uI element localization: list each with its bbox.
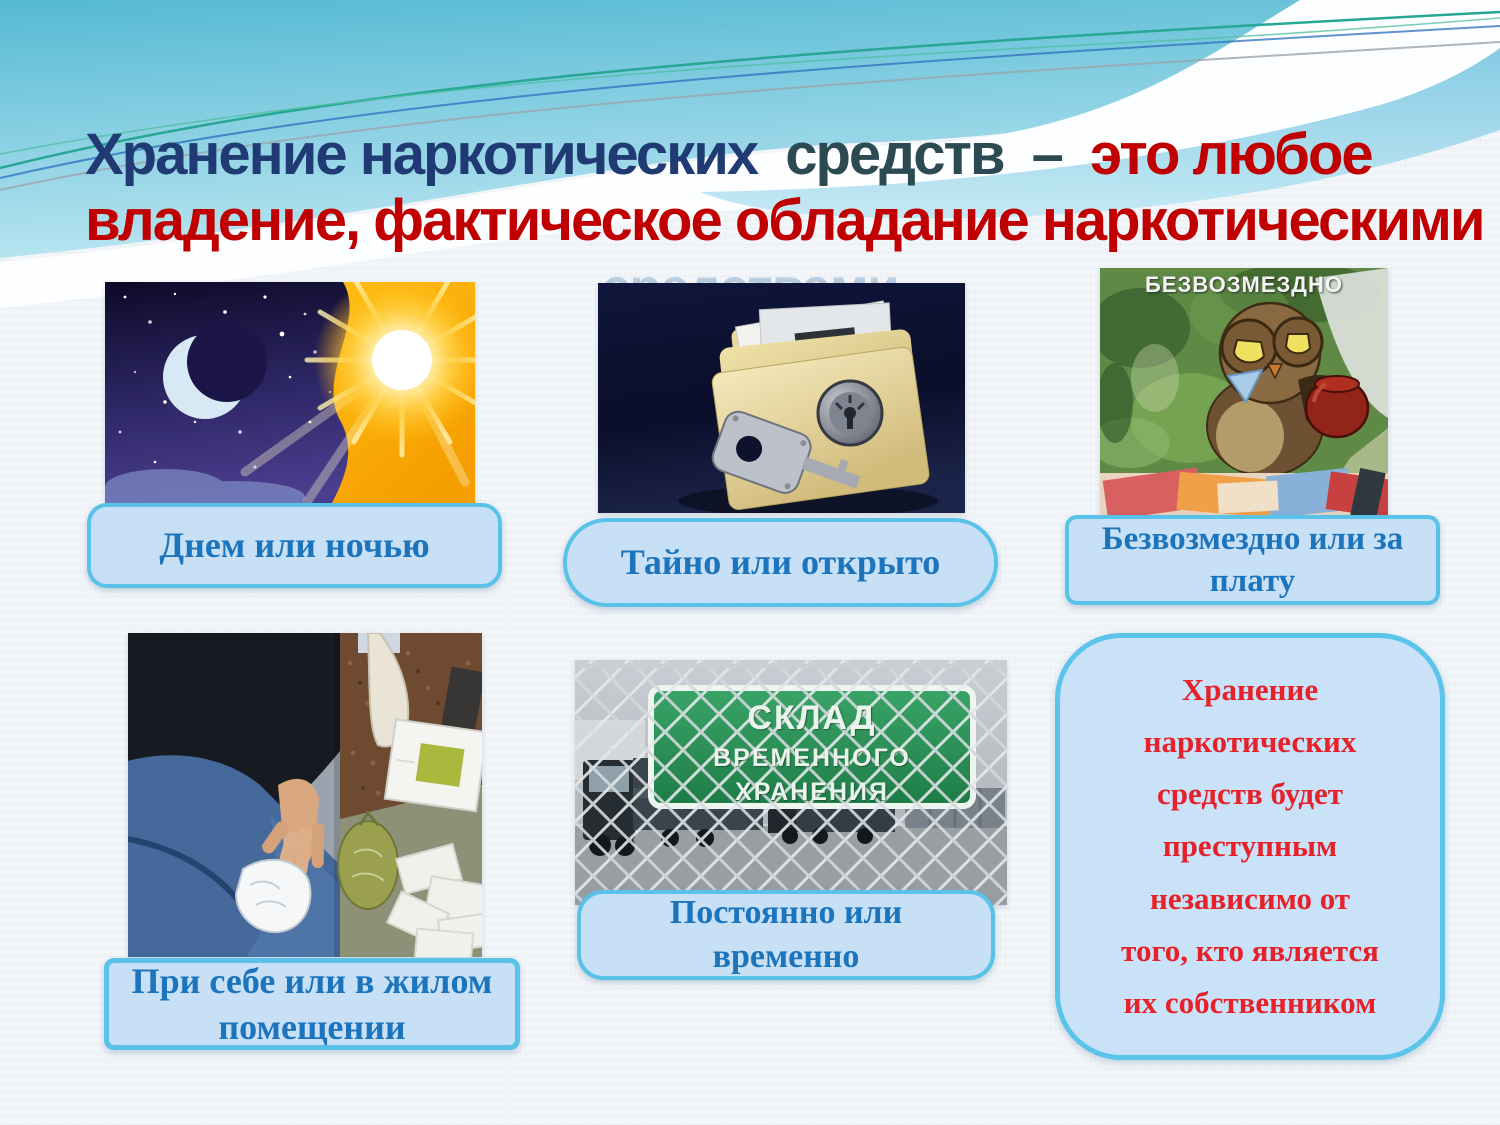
folder-lock-image bbox=[598, 283, 965, 513]
title-segment-red: это любое bbox=[1090, 122, 1372, 187]
card-label-warehouse bbox=[577, 890, 995, 980]
label-text-line2: временно bbox=[712, 938, 860, 975]
label-text-line2: плату bbox=[1209, 563, 1296, 599]
title-segment-navy: Хранение наркотических bbox=[85, 122, 758, 187]
note-line: наркотических bbox=[1143, 724, 1357, 760]
label-text-line1: Постоянно или bbox=[669, 894, 903, 932]
note-line: преступным bbox=[1162, 828, 1338, 864]
sign-line1: СКЛАД bbox=[747, 699, 877, 737]
warehouse-sign bbox=[651, 696, 973, 809]
day-night-image bbox=[105, 282, 475, 505]
meme-caption: БЕЗВОЗМЕЗДНО bbox=[1145, 272, 1343, 297]
sign-line2: ВРЕМЕННОГО ХРАНЕНИЯ bbox=[713, 743, 911, 806]
note-bubble bbox=[1055, 633, 1445, 1060]
label-text-line2: помещении bbox=[218, 1007, 406, 1047]
label-text-line1: Безвозмездно или за bbox=[1101, 520, 1404, 557]
title-segment-teal: средств bbox=[785, 122, 1004, 187]
note-line: их собственником bbox=[1123, 984, 1377, 1020]
card-label-folder-lock bbox=[563, 518, 998, 607]
owl-money-image bbox=[1100, 268, 1388, 518]
note-line: средств будет bbox=[1156, 776, 1344, 812]
pocket-drugs-image bbox=[128, 633, 482, 957]
note-line: того, кто является bbox=[1121, 932, 1379, 968]
label-text: Днем или ночью bbox=[159, 525, 430, 566]
card-label-day-night bbox=[87, 503, 502, 588]
note-line: Хранение bbox=[1181, 672, 1319, 708]
slide-title-line2: владение, фактическое обладание наркотическими bbox=[85, 188, 1484, 253]
slide-title-line1 bbox=[85, 122, 1372, 187]
note-line: независимо от bbox=[1149, 880, 1351, 916]
label-text-line1: При себе или в жилом bbox=[131, 960, 493, 1001]
card-label-pocket-drugs bbox=[104, 958, 520, 1050]
label-text: Тайно или открыто bbox=[620, 542, 941, 583]
card-label-owl-money bbox=[1065, 515, 1440, 605]
title-dash: – bbox=[1031, 122, 1062, 187]
